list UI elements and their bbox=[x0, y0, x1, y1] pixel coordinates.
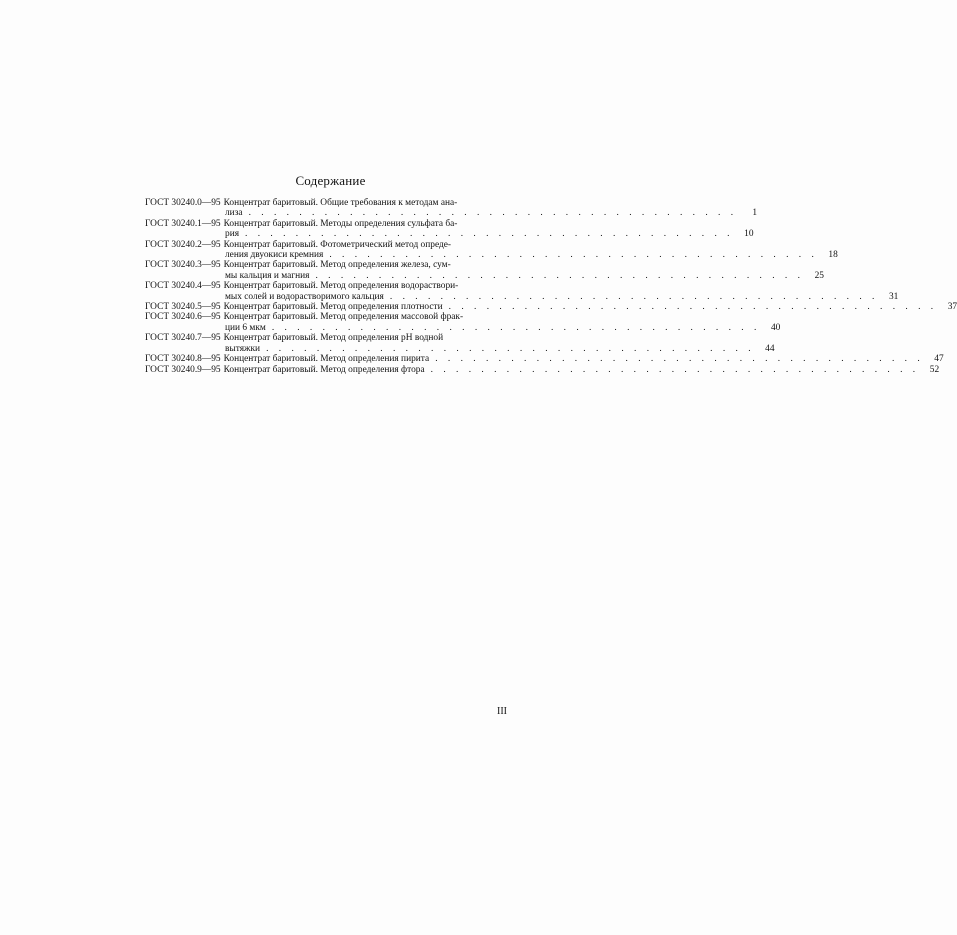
page-number: III bbox=[497, 706, 507, 717]
toc-entry-title: Концентрат баритовый. Метод определения пирита bbox=[223, 354, 430, 365]
table-of-contents bbox=[145, 198, 957, 375]
toc-entry bbox=[145, 239, 838, 261]
toc-entry-page: 40 bbox=[770, 322, 781, 333]
toc-entry bbox=[145, 333, 775, 354]
toc-entry-page: 25 bbox=[814, 270, 824, 281]
toc-entry-code: ГОСТ 30240.7—95 bbox=[145, 333, 221, 344]
toc-entry-title-continued: мых солей и водорастворимого кальция bbox=[225, 291, 384, 302]
toc-entry-page: 1 bbox=[752, 208, 758, 219]
toc-entry-title-continued: лиза bbox=[225, 208, 243, 219]
toc-entry-code: ГОСТ 30240.4—95 bbox=[145, 281, 221, 292]
toc-title: Содержание bbox=[295, 173, 366, 188]
toc-entry-title-continued: ции 6 мкм bbox=[225, 322, 266, 333]
toc-leader-dots: . . . . . . . . . . . . . . . . . . . . . . . . . . . . . . . . . . . . . . . bbox=[448, 302, 938, 313]
toc-entry-page: 52 bbox=[929, 364, 940, 375]
toc-entry-page: 18 bbox=[828, 250, 838, 261]
toc-entry-code: ГОСТ 30240.0—95 bbox=[145, 198, 221, 208]
toc-leader-dots: . . . . . . . . . . . . . . . . . . . . . . . . . . . . . . . . . . . . . . . bbox=[430, 364, 920, 375]
toc-entry-code: ГОСТ 30240.6—95 bbox=[145, 312, 221, 323]
toc-entry-code: ГОСТ 30240.9—95 bbox=[145, 364, 221, 375]
toc-entry-code: ГОСТ 30240.5—95 bbox=[145, 302, 221, 313]
toc-entry bbox=[145, 218, 754, 240]
toc-entry-code: ГОСТ 30240.3—95 bbox=[145, 260, 221, 271]
toc-entry bbox=[145, 354, 944, 365]
toc-entry-title: Концентрат баритовый. Метод определения водораствори- bbox=[223, 281, 459, 292]
toc-entry-title: Концентрат баритовый. Метод определения железа, сум- bbox=[223, 260, 451, 271]
toc-leader-dots: . . . . . . . . . . . . . . . . . . . . . . . . . . . . . . . . . . . . . . . bbox=[435, 354, 924, 365]
toc-leader-dots: . . . . . . . . . . . . . . . . . . . . . . . . . . . . . . . . . . . . . . . bbox=[329, 250, 818, 261]
toc-leader-dots: . . . . . . . . . . . . . . . . . . . . . . . . . . . . . . . . . . . . . . . bbox=[266, 343, 755, 354]
toc-entry-title-continued: мы кальция и магния bbox=[225, 270, 310, 281]
toc-entry-page: 44 bbox=[765, 343, 775, 354]
toc-leader-dots: . . . . . . . . . . . . . . . . . . . . . . . . . . . . . . . . . . . . . . . bbox=[271, 322, 761, 333]
toc-entry-code: ГОСТ 30240.1—95 bbox=[145, 218, 221, 229]
toc-entry bbox=[145, 281, 899, 302]
toc-entry-title: Концентрат баритовый. Метод определения плотности bbox=[223, 302, 443, 313]
toc-entry-title: Концентрат баритовый. Метод определения рН водной bbox=[223, 333, 444, 344]
toc-entry-title-continued: ления двуокиси кремния bbox=[225, 250, 324, 261]
toc-entry-page: 37 bbox=[947, 302, 957, 313]
toc-entry-title: Концентрат баритовый. Фотометрический метод опреде- bbox=[223, 239, 452, 250]
toc-entry-title: Концентрат баритовый. Методы определения сульфата ба- bbox=[223, 218, 458, 229]
toc-leader-dots: . . . . . . . . . . . . . . . . . . . . . . . . . . . . . . . . . . . . . . . bbox=[389, 291, 879, 302]
toc-entry-title: Концентрат баритовый. Метод определения фтора bbox=[223, 364, 425, 375]
toc-entry-title: Концентрат баритовый. Метод определения массовой фрак- bbox=[223, 312, 464, 323]
toc-leader-dots: . . . . . . . . . . . . . . . . . . . . . . . . . . . . . . . . . . . . . . . bbox=[245, 229, 734, 240]
toc-entry-code: ГОСТ 30240.2—95 bbox=[145, 239, 221, 250]
toc-entry bbox=[145, 260, 824, 281]
toc-entry-title-continued: вытяжки bbox=[225, 343, 261, 354]
toc-entry-page: 10 bbox=[744, 229, 754, 240]
toc-entry-title-continued: рия bbox=[225, 229, 240, 240]
toc-entry-page: 47 bbox=[934, 354, 944, 365]
toc-entry bbox=[145, 312, 781, 333]
toc-entry bbox=[145, 302, 957, 313]
toc-leader-dots: . . . . . . . . . . . . . . . . . . . . . . . . . . . . . . . . . . . . . . . bbox=[248, 208, 738, 219]
toc-entry-title: Концентрат баритовый. Общие требования к методам ана- bbox=[223, 198, 458, 208]
toc-entry-code: ГОСТ 30240.8—95 bbox=[145, 354, 221, 365]
toc-entry bbox=[145, 364, 940, 375]
toc-entry-page: 31 bbox=[888, 291, 899, 302]
toc-leader-dots: . . . . . . . . . . . . . . . . . . . . . . . . . . . . . . . . . . . . . . . bbox=[315, 270, 804, 281]
toc-entry bbox=[145, 198, 758, 219]
